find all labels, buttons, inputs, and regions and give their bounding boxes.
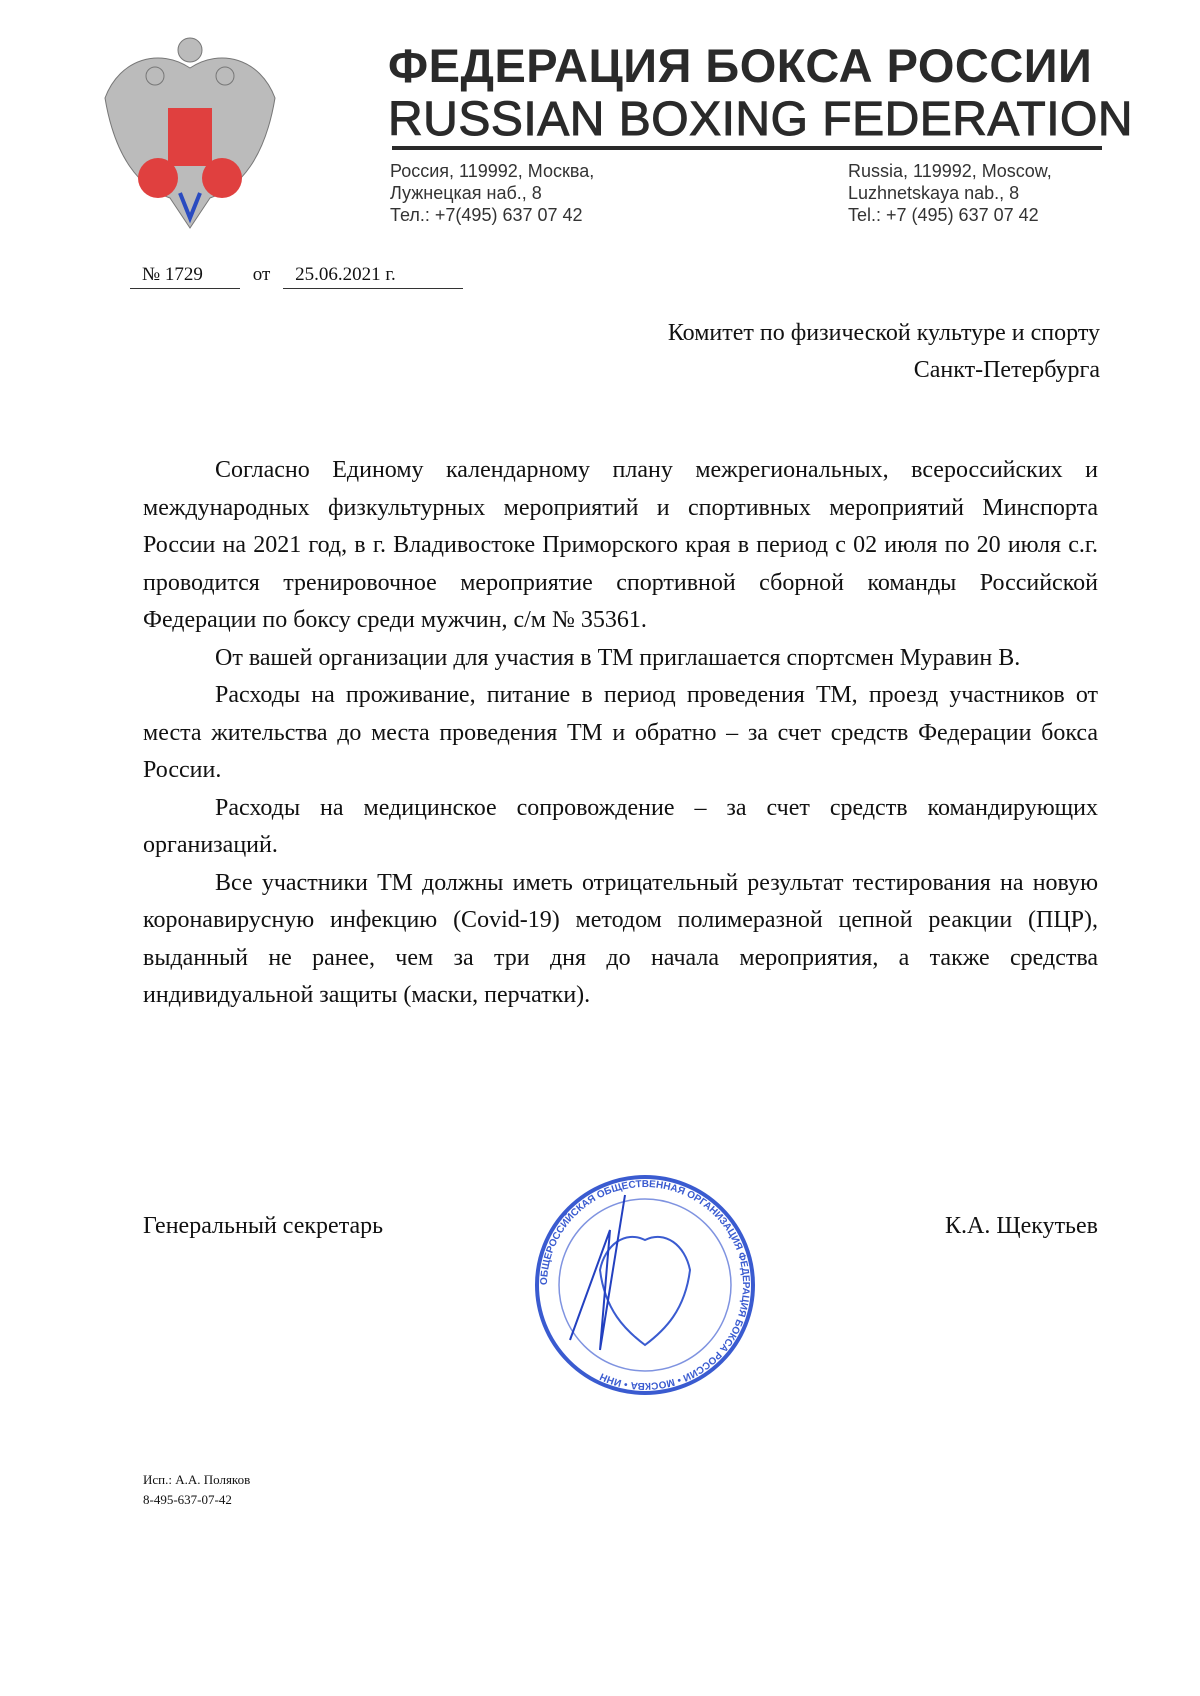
executor-name: Исп.: А.А. Поляков: [143, 1472, 251, 1487]
address-en: [848, 160, 1052, 226]
paragraph: Расходы на проживание, питание в период проведения ТМ, проезд участников от места жительства до места проведения ТМ и обратно – за счет средств Федерации бокса России.: [143, 682, 1098, 783]
header-title-en: RUSSIAN BOXING FEDERATION: [388, 93, 1134, 146]
paragraph: От вашей организации для участия в ТМ приглашается спортсмен Муравин В.: [215, 644, 1021, 671]
recipient: [668, 315, 1100, 389]
paragraph: Расходы на медицинское сопровождение – за счет средств командирующих организаций.: [143, 794, 1098, 858]
paragraph: Согласно Единому календарному плану межрегиональных, всероссийских и международных физкультурных мероприятий и спортивных мероприятий Минспорта России на 2021 год, в г. Владивостоке Приморского края в период с 02 июля по 20 июля с.г. проводится тренировочное мероприятие спортивной сборной команды Российской Федерации по боксу среди мужчин, с/м № 35361.: [143, 457, 1098, 633]
official-stamp-icon: [530, 1170, 760, 1400]
executor-phone: 8-495-637-07-42: [143, 1492, 232, 1507]
from-label: от: [252, 264, 271, 285]
document-date: 25.06.2021 г.: [283, 264, 463, 289]
registration-line: [130, 264, 463, 289]
paragraph: Все участники ТМ должны иметь отрицательный результат тестирования на новую коронавирусную инфекцию (Covid-19) методом полимеразной цепной реакции (ПЦР), выданный не ранее, чем за три дня до начала мероприятия, а также средства индивидуальной защиты (маски, перчатки).: [143, 869, 1098, 1008]
recipient-line: Комитет по физической культуре и спорту: [667, 320, 1100, 346]
address-line: Russia, 119992, Moscow,: [848, 161, 1052, 181]
header-title-ru: ФЕДЕРАЦИЯ БОКСА РОССИИ: [388, 39, 1093, 92]
address-line: Лужнецкая наб., 8: [390, 183, 542, 203]
header-divider: [392, 146, 1102, 150]
signatory-name: К.А. Щекутьев: [945, 1213, 1098, 1239]
stamp-text: ОБЩЕРОССИЙСКАЯ ОБЩЕСТВЕННАЯ ОРГАНИЗАЦИЯ ФЕДЕРАЦИЯ БОКСА РОССИИ • МОСКВА • ИНН: [538, 1178, 752, 1392]
letter-body: [143, 452, 1098, 1015]
signatory-title: Генеральный секретарь: [143, 1213, 384, 1239]
address-line: Luzhnetskaya nab., 8: [848, 183, 1020, 203]
phone-line: Тел.: +7(495) 637 07 42: [390, 205, 583, 225]
coat-of-arms-logo-icon: [100, 28, 280, 238]
address-line: Россия, 119992, Москва,: [390, 161, 595, 181]
svg-text:ОБЩЕРОССИЙСКАЯ ОБЩЕСТВЕННАЯ ОР: [539, 1179, 751, 1391]
executor-info: [143, 1470, 250, 1510]
address-ru: [390, 160, 594, 226]
recipient-line: Санкт-Петербурга: [913, 357, 1100, 383]
phone-line: Tel.: +7 (495) 637 07 42: [848, 205, 1039, 225]
document-number: № 1729: [130, 264, 240, 289]
